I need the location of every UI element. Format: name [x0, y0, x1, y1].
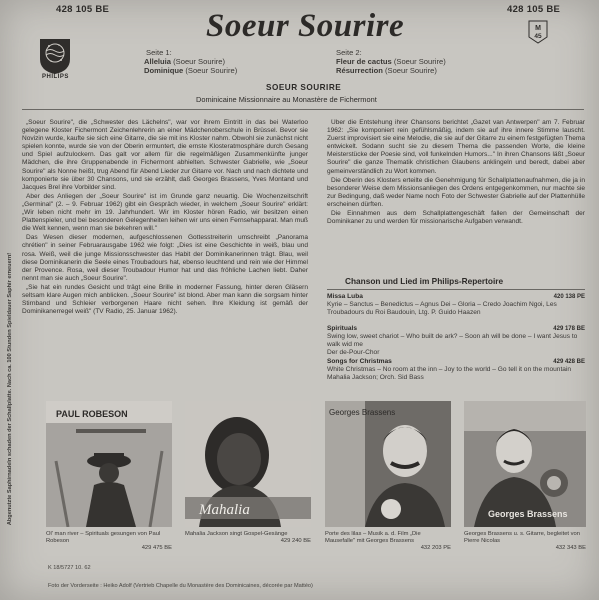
repertoire-text: Swing low, sweet chariot – Who built de ark? – Soon ah will be done – I want Jesus to walk wid me Der de-Pour-Chor: [327, 333, 578, 356]
speed-badge: [528, 20, 548, 44]
divider: [327, 289, 585, 290]
side1-track-2: [144, 66, 237, 75]
side2-track-2: [336, 66, 437, 75]
philips-shield-logo: [38, 37, 72, 75]
footer-code: K 18/5727 10. 62: [48, 565, 91, 571]
repertoire-number: 429 428 BE: [553, 359, 585, 365]
album-title: Soeur Sourire: [206, 8, 405, 44]
cover-number: 429 475 BE: [141, 545, 172, 551]
cover-number: 432 203 PE: [420, 545, 451, 551]
notes-paragraph: „Soeur Sourire", die „Schwester des Lächelns", war vor ihrem Eintritt in das bei Waterloo gelegene Kloster Fichermont Zeichenlehrerin an einer Mädchenoberschule in Brüssel. Bevor sie Novizin wurde, kaufte sie sich eine Gitarre, die sie mit ins Kloster nahm. Obwohl sie zunächst nicht spielen konnte, wurde sie von der Oberin ermuntert, die ernste Klosteratmosphäre durch Gesang und Spiel aufzulockern. Das galt vor allem für die regelmäßigen Zusammenkünfte junger Mädchen, die ihre Gruppenabende in Fichermont abhielten. Schwester Gabrielle, wie „Soeur Sourire" als Nonne heißt, trug Abend für Abend Lieder zur Gitarre vor. Nach und nach dichtete und komponierte sie über 30 Chansons, und sie erzählt, daß Georges Brassens, Yves Montand und Jacques Brel ihre Vorbilder sind.: [22, 119, 308, 191]
notes-paragraph: Über die Entstehung ihrer Chansons berichtet „Gazet van Antwerpen" am 7. Februar 1962: „Sie komponiert rein gefühlsmäßig, indem sie auf ihre innere Stimme lauscht. Zuerst improvisiert sie eine Melodie, die sie auf der Gitarre zu einem festgefügten Thema entwickelt. Sodann sucht sie zu diesem Thema die passenden Worte, die kleine Meisterstücke der Poesie sind, voll funkelnden Humors..." In ihren Chansons läßt „Soeur Sourire" die ganze Thematik christlichen Glaubens anklingeln und beredt, dabei aber gemeinverständlich zu Wort kommen.: [327, 119, 585, 175]
cover-caption: [46, 531, 172, 551]
notes-paragraph: Aber des Anliegen der „Soeur Sourire" ist im Grunde ganz neuartig. Die Wochenzeitschrift „Germinal" (2. – 9. Februar 1962) gibt ein Gespräch wieder, in welchem „Soeur Sourire" erklärt: „Wir leben nicht mehr im 19. Jahrhundert. Wir im Kloster hören Radio, wir besitzen einen Plattenspieler, und bei besonderen Gelegenheiten leihen wir uns einen Fernsehapparat. Man muß die Welt kennen, wenn man sie bekehren will.": [22, 192, 308, 233]
logo-wordmark: PHILIPS: [42, 74, 69, 80]
cover-brassens-gitarre: [464, 401, 586, 527]
cover-mahalia: [185, 401, 311, 527]
track-credit: (Soeur Sourire): [173, 57, 226, 66]
cover-caption-text: Mahalia Jackson singt Gospel-Gesänge: [185, 531, 288, 537]
side-strip: [3, 210, 17, 580]
repertoire-item: [327, 293, 585, 317]
cover-caption-text: Ol' man river – Spirituals gesungen von Paul Robeson: [46, 531, 161, 544]
speed-rpm: 45: [534, 33, 542, 40]
divider: [22, 109, 584, 110]
track-title: Fleur de cactus: [336, 57, 392, 66]
cover-art: [185, 401, 311, 527]
notes-paragraph: „Sie hat ein rundes Gesicht und trägt eine Brille in moderner Fassung, hinter deren Gläsern seltsam klare Augen mich anblicken. „Soeur Sourire" ist blond. Aber man kann die sorgsam hinter Stirnband und Schleier verborgenen Haare nicht sehen. Ihre Kleidung ist gemäß der Dominikanerregel weiß" (TV Radio, 25. Januar 1962).: [22, 283, 308, 316]
notes-paragraph: Das Wesen dieser modernen, aufgeschlossenen Gottesstreiterin umschreibt „Panorama chrétien" in seiner Februarausgabe 1962 wie folgt: „Dies ist eine Geschichte in weiß, blau und rosa. Weiß, weil die junge Missionsschwester das Habit der Dominikanerinnen trägt. Blau, weil diese Dominikanerin die Seele eines Troubadours hat, ebenso leuchtend und rein wie der Himmel der Provence. Rosa, weil dieser Troubadour Humor hat und das fröhliche Lachen liebt. Daher nennt man sie auch „Soeur Sourire".: [22, 234, 308, 282]
track-credit: (Soeur Sourire): [393, 57, 446, 66]
cover-number: 432 343 BE: [555, 545, 586, 551]
repertoire-number: 429 178 BE: [553, 326, 585, 332]
side1-track-1: [144, 57, 225, 66]
cover-name: Georges Brassens: [329, 408, 396, 417]
cover-name: PAUL ROBESON: [56, 409, 128, 419]
cover-paul-robeson: [46, 401, 172, 527]
repertoire-heading: Chanson und Lied im Philips-Repertoire: [345, 276, 504, 286]
artist-heading: SOEUR SOURIRE: [266, 83, 342, 92]
track-credit: (Soeur Sourire): [185, 66, 238, 75]
side-strip-text: Abgenutzte Saphirnadeln schaden der Schallplatte. Nach ca. 100 Stunden Spieldauer Saphir erneuern!: [7, 252, 13, 526]
cover-caption-text: Georges Brassens u. s. Gitarre, begleitet von Pierre Nicolas: [464, 531, 580, 544]
cover-name: Mahalia: [199, 502, 250, 518]
liner-notes-right: [327, 119, 585, 269]
track-title: Dominique: [144, 66, 184, 75]
cover-caption: [464, 531, 586, 551]
cover-caption: [185, 531, 311, 544]
repertoire-text: Kyrie – Sanctus – Benedictus – Agnus Dei – Gloria – Credo Joachim Ngoi, Les Troubadours du Roi Baudouin, Ltg. P. Guido Haazen: [327, 301, 557, 316]
artist-subtitle: Dominicaine Missionnaire au Monastère de Fichermont: [196, 95, 377, 104]
track-title: Alleluia: [144, 57, 172, 66]
cover-name: Georges Brassens: [488, 509, 568, 519]
repertoire-text: White Christmas – No room at the inn – Joy to the world – Go tell it on the mountain Mahalia Jackson; Orch. Sid Bass: [327, 366, 572, 381]
liner-notes-left: [22, 119, 308, 399]
cover-caption-text: Porte des lilas – Musik a. d. Film „Die Mausefalle" mit Georges Brassens: [325, 531, 421, 544]
speed-letter: M: [535, 25, 541, 32]
footer-credit: Foto der Vorderseite : Heiko Adolf (Vertrieb Chapelle du Monastère des Dominicaines, décorée par Mattéo): [48, 583, 313, 589]
repertoire-title: Spirituals: [327, 325, 358, 332]
repertoire-item: [327, 325, 585, 357]
track-credit: (Soeur Sourire): [384, 66, 437, 75]
repertoire-item: [327, 358, 585, 382]
cover-art: [46, 401, 172, 527]
notes-paragraph: Die Einnahmen aus dem Schallplattengeschäft fallen der Gemeinschaft der Dominikaner zu und werden für missionarische Aufgaben verwandt.: [327, 210, 585, 226]
side2-label: Seite 2:: [336, 48, 362, 57]
cover-art: [464, 401, 586, 527]
repertoire-title: Songs for Christmas: [327, 358, 392, 365]
repertoire-number: 420 138 PE: [553, 294, 585, 300]
catalog-number-left: 428 105 BE: [56, 4, 110, 15]
cover-art: [325, 401, 451, 527]
cover-brassens-porte-des-lilas: [325, 401, 451, 527]
cover-caption: [325, 531, 451, 551]
cover-number: 429 240 BE: [280, 538, 311, 544]
track-title: Résurrection: [336, 66, 383, 75]
repertoire-title: Missa Luba: [327, 293, 363, 300]
side1-label: Seite 1:: [146, 48, 172, 57]
catalog-number-right: 428 105 BE: [507, 4, 561, 15]
notes-paragraph: Die Oberin des Klosters erteilte die Genehmigung für Schallplattenaufnahmen, die ja in besonderer Weise dem Missionsanliegen des Ordens entgegenkommen, nur machte sie zur Bedingung, daß weder Name noch Foto der Schwester Gabrielle auf der Plattenhülle erscheinen dürften.: [327, 176, 585, 208]
side2-track-1: [336, 57, 446, 66]
